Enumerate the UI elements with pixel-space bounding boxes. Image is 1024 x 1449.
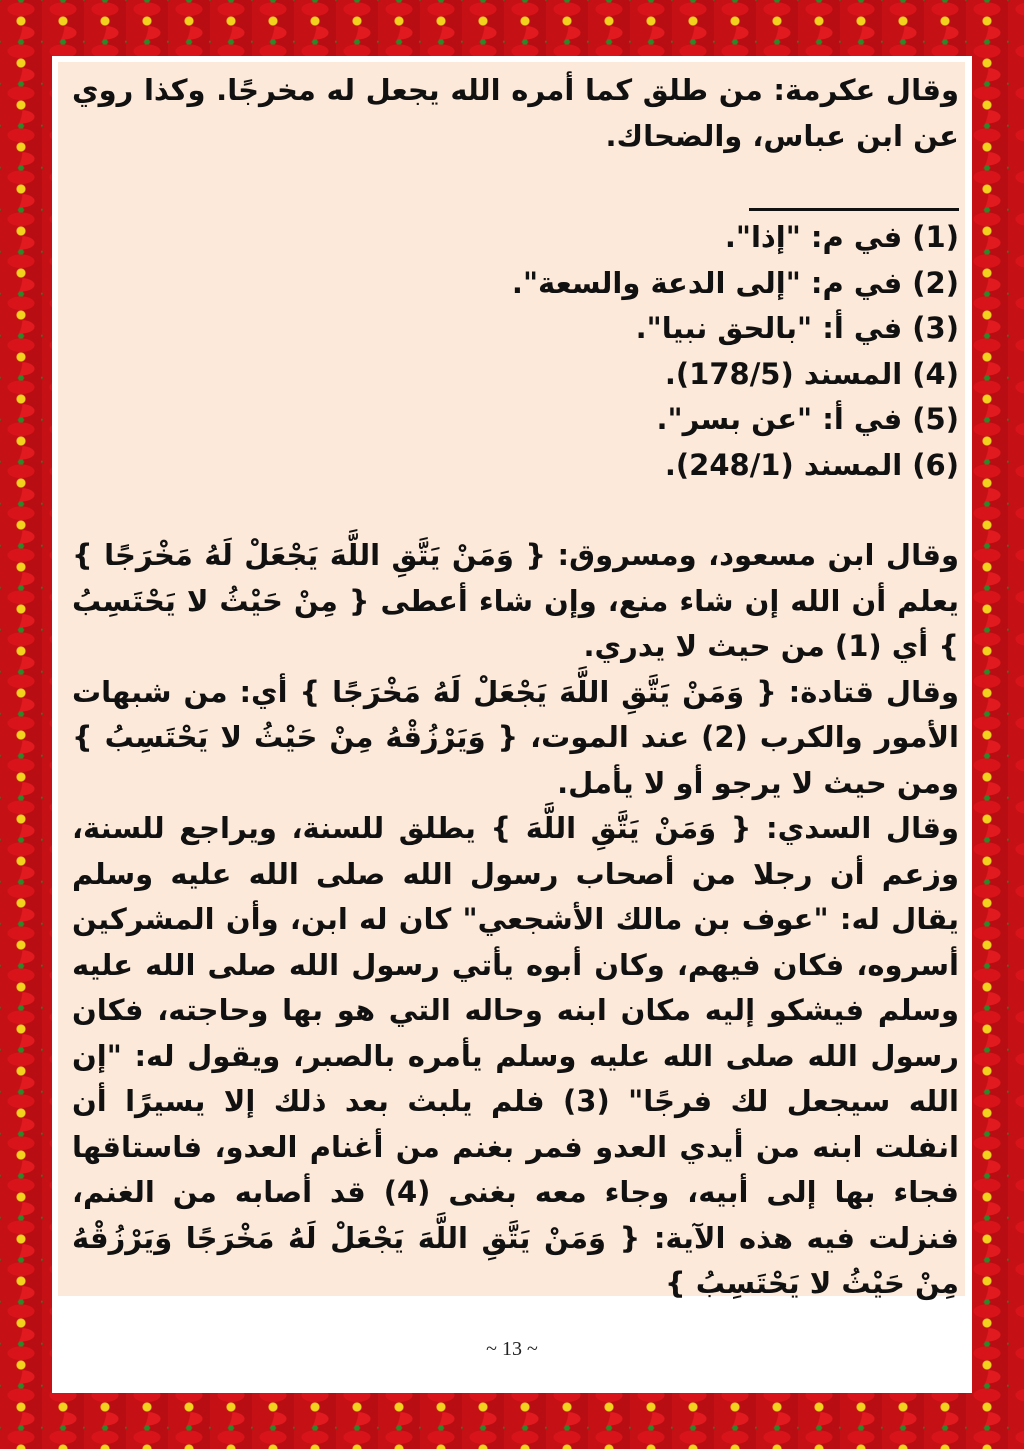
footnote-item: (6) المسند (248/1). [664,447,959,482]
footnote-item: (3) في أ: "بالحق نبيا". [635,311,959,345]
footnote-item: (4) المسند (178/5). [664,356,959,391]
footnote-item: (1) في م: "إذا". [724,220,959,254]
spacer [72,159,959,204]
footnote-separator [749,208,959,211]
body-paragraph: وقال قتادة: { وَمَنْ يَتَّقِ اللَّهَ يَجْعَلْ لَهُ مَخْرَجًا } أي: من شبهات الأمور والكرب (2) عند الموت، { وَيَرْزُقْهُ مِنْ حَيْثُ لا يَحْتَسِبُ } ومن حيث لا يرجو أو لا يأمل. [72,674,959,800]
text-panel [58,62,965,1300]
footnote-list [72,215,959,488]
opening-paragraph: وقال عكرمة: من طلق كما أمره الله يجعل له مخرجًا. وكذا روي عن ابن عباس، والضحاك. [72,73,959,153]
body-paragraph: وقال ابن مسعود، ومسروق: { وَمَنْ يَتَّقِ اللَّهَ يَجْعَلْ لَهُ مَخْرَجًا } يعلم أن الله إن شاء منع، وإن شاء أعطى { مِنْ حَيْثُ لا يَحْتَسِبُ } أي (1) من حيث لا يدري. [72,538,959,663]
body-paragraph: وقال السدي: { وَمَنْ يَتَّقِ اللَّهَ } يطلق للسنة، ويراجع للسنة، وزعم أن رجلا من أصحاب رسول الله صلى الله عليه وسلم يقال له: "عوف بن مالك الأشجعي" كان له ابن، وأن المشركين أسروه، فكان فيهم، وكان أبوه يأتي رسول الله صلى الله عليه وسلم فيشكو إليه مكان ابنه وحاله التي هو بها وحاجته، فكان رسول الله صلى الله عليه وسلم يأمره بالصبر، ويقول له: "إن الله سيجعل لك فرجًا" (3) فلم يلبث بعد ذلك إلا يسيرًا أن انفلت ابنه من أيدي العدو فمر بغنم من أغنام العدو، فاستاقها فجاء بها إلى أبيه، وجاء معه بغنى (4) قد أصابه من الغنم، فنزلت فيه هذه الآية: { وَمَنْ يَتَّقِ اللَّهَ يَجْعَلْ لَهُ مَخْرَجًا وَيَرْزُقْهُ مِنْ حَيْثُ لا يَحْتَسِبُ } [72,811,959,1300]
footnote-item: (5) في أ: "عن بسر". [656,402,959,436]
footnote-item: (2) في م: "إلى الدعة والسعة". [511,265,959,300]
spacer [72,488,959,533]
page-number: ~ 13 ~ [486,1338,538,1360]
